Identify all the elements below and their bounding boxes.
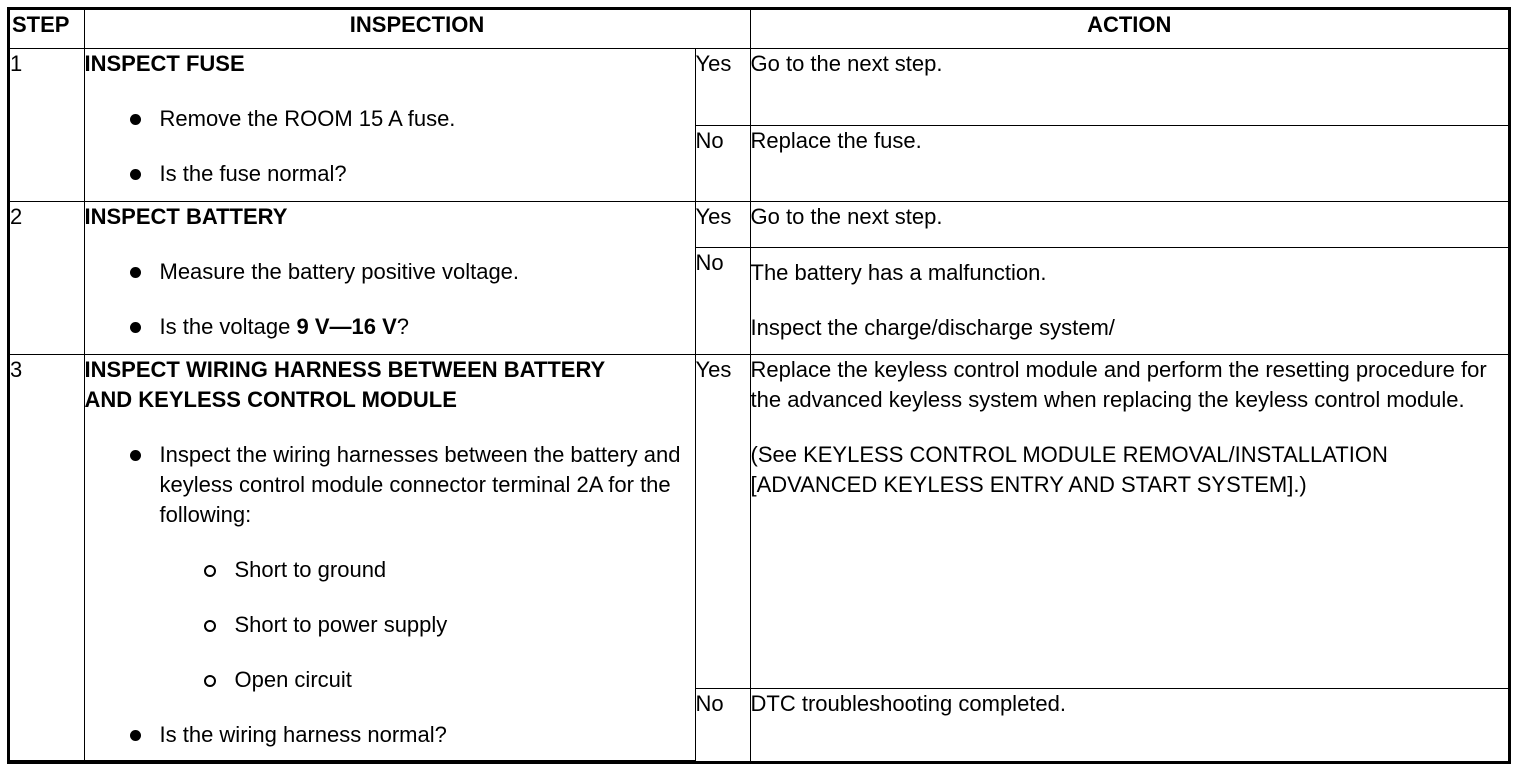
step-3-sub-bullets	[160, 555, 695, 695]
sub-bullet-item: Short to power supply	[235, 610, 695, 640]
step-3-yes-row	[10, 354, 1508, 688]
voltage-question-mark: ?	[396, 314, 410, 340]
step-2-no-action-line: The battery has a malfunction.	[750, 260, 1047, 286]
step-1-inspection	[84, 49, 695, 202]
step-2-no-action-line: Inspect the charge/discharge system/	[750, 315, 1115, 341]
step-2-no-label: No	[695, 248, 750, 355]
header-action: ACTION	[750, 10, 1508, 49]
step-3-no-action: DTC troubleshooting completed.	[750, 688, 1508, 760]
step-3-inspection	[84, 354, 695, 760]
step-2-bullets	[85, 257, 695, 342]
sub-bullet-item: Short to ground	[235, 555, 695, 585]
step-1-no-label: No	[695, 125, 750, 201]
step-2-inspection	[84, 202, 695, 355]
step-3-yes-action-line: Replace the keyless control module and perform the resetting procedure for the advanced keyless system when replacing the keyless control module.	[750, 356, 1487, 412]
step-3-yes-label: Yes	[695, 354, 750, 688]
step-1-no-action: Replace the fuse.	[750, 125, 1508, 201]
step-1-yes-action: Go to the next step.	[750, 49, 1508, 125]
bullet-item: Measure the battery positive voltage.	[160, 257, 695, 287]
voltage-range: 9 V—16 V	[296, 314, 397, 340]
step-3-yes-action-line: (See KEYLESS CONTROL MODULE REMOVAL/INSTALLATION [ADVANCED KEYLESS ENTRY AND START SYSTEM].)	[750, 441, 1388, 497]
step-3-title-line-2: AND KEYLESS CONTROL MODULE	[84, 386, 457, 412]
step-1-title: INSPECT FUSE	[84, 51, 245, 77]
sub-bullet-item: Open circuit	[235, 665, 695, 695]
step-2-no-action	[750, 248, 1508, 355]
step-2-title: INSPECT BATTERY	[84, 204, 288, 230]
voltage-question: Is the voltage	[159, 314, 297, 340]
step-1-yes-label: Yes	[695, 49, 750, 125]
step-2-yes-row	[10, 202, 1508, 248]
step-2-yes-label: Yes	[695, 202, 750, 248]
bullet-item: Is the fuse normal?	[160, 159, 695, 189]
step-3-number: 3	[10, 354, 84, 760]
step-2-yes-action: Go to the next step.	[750, 202, 1508, 248]
header-row	[10, 10, 1508, 49]
bullet-item	[160, 440, 695, 695]
step-1-yes-row	[10, 49, 1508, 125]
header-inspection: INSPECTION	[84, 10, 750, 49]
bullet-text: Inspect the wiring harnesses between the battery and keyless control module connector terminal 2A for the following:	[159, 441, 681, 527]
step-1-number: 1	[10, 49, 84, 202]
step-3-bullets	[85, 440, 695, 750]
diagnostic-table-frame	[7, 7, 1511, 764]
bullet-item	[160, 312, 695, 342]
diagnostic-table	[10, 10, 1508, 761]
bullet-item: Is the wiring harness normal?	[160, 720, 695, 750]
step-1-bullets	[85, 104, 695, 189]
step-2-number: 2	[10, 202, 84, 355]
step-3-title-line-1: INSPECT WIRING HARNESS BETWEEN BATTERY	[84, 356, 606, 382]
step-3-no-label: No	[695, 688, 750, 760]
bullet-item: Remove the ROOM 15 A fuse.	[160, 104, 695, 134]
step-3-yes-action	[750, 354, 1508, 688]
header-step: STEP	[10, 10, 84, 49]
